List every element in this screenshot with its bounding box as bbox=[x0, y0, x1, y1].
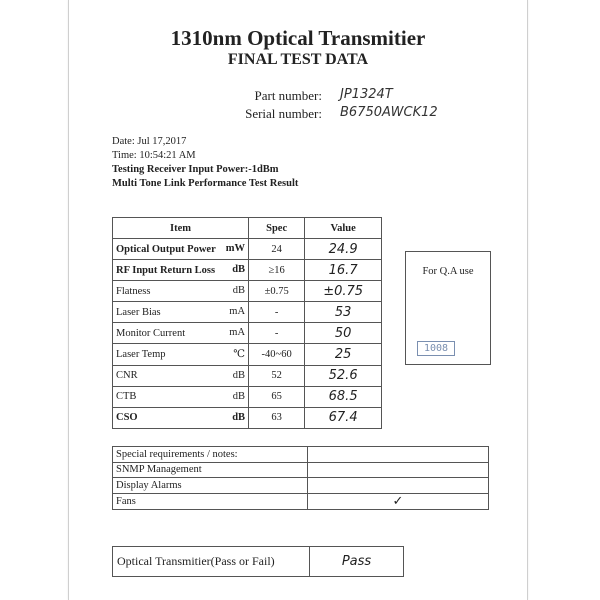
requirement-label: Display Alarms bbox=[113, 478, 308, 494]
qa-inspector-stamp: 1008 bbox=[417, 341, 455, 356]
result-heading: Multi Tone Link Performance Test Result bbox=[112, 178, 299, 189]
row-unit: dB bbox=[232, 285, 246, 297]
qa-use-box bbox=[405, 251, 491, 365]
pass-fail-table bbox=[112, 546, 404, 577]
row-value: 52.6 bbox=[305, 365, 382, 386]
row-item-label: Laser Bias bbox=[116, 306, 161, 318]
row-value: 24.9 bbox=[305, 239, 382, 260]
row-unit: mW bbox=[225, 243, 246, 254]
table-row bbox=[113, 386, 382, 407]
row-item-cell bbox=[113, 407, 249, 428]
table-row bbox=[113, 365, 382, 386]
row-item-label: Laser Temp bbox=[116, 349, 166, 361]
row-item-cell bbox=[113, 386, 249, 407]
row-item-cell bbox=[113, 323, 249, 344]
row-unit: dB bbox=[232, 411, 246, 423]
row-item-label: RF Input Return Loss bbox=[116, 264, 216, 276]
row-unit: mA bbox=[229, 327, 246, 339]
document-title: 1310nm Optical Transmitier bbox=[170, 26, 426, 50]
requirements-table bbox=[112, 446, 489, 510]
requirement-label: Fans bbox=[113, 493, 308, 509]
part-number-value: JP1324T bbox=[340, 87, 393, 102]
requirement-mark bbox=[308, 462, 489, 478]
row-spec: 65 bbox=[249, 386, 305, 407]
table-row bbox=[113, 462, 489, 478]
table-row bbox=[113, 478, 489, 494]
row-item-cell bbox=[113, 365, 249, 386]
row-item-cell bbox=[113, 239, 249, 260]
table-row bbox=[113, 344, 382, 365]
row-item-label: Optical Output Power bbox=[116, 243, 216, 255]
requirement-mark bbox=[308, 478, 489, 494]
row-unit: dB bbox=[232, 264, 246, 276]
row-value: 25 bbox=[305, 344, 382, 365]
table-row bbox=[113, 323, 382, 344]
qa-use-label: For Q.A use bbox=[422, 266, 474, 277]
test-result-table bbox=[112, 217, 382, 429]
table-row bbox=[113, 447, 489, 463]
requirement-label: Special requirements / notes: bbox=[113, 447, 308, 463]
row-item-label: CTB bbox=[116, 391, 137, 403]
row-value: 50 bbox=[305, 323, 382, 344]
table-row bbox=[113, 281, 382, 302]
serial-number-label: Serial number: bbox=[245, 106, 322, 121]
row-spec: 24 bbox=[249, 239, 305, 260]
row-value: 16.7 bbox=[305, 260, 382, 281]
checkmark-icon: ✓ bbox=[308, 493, 489, 509]
row-unit: dB bbox=[232, 369, 246, 381]
receiver-input-power: Testing Receiver Input Power:-1dBm bbox=[112, 164, 279, 175]
requirement-mark bbox=[308, 447, 489, 463]
column-header-value: Value bbox=[305, 218, 382, 239]
serial-number-value: B6750AWCK12 bbox=[340, 105, 438, 120]
document-subtitle: FINAL TEST DATA bbox=[227, 51, 369, 68]
row-value: 53 bbox=[305, 302, 382, 323]
row-item-label: Flatness bbox=[116, 285, 151, 297]
row-spec: ≥16 bbox=[249, 260, 305, 281]
row-unit: ℃ bbox=[233, 349, 246, 361]
requirement-label: SNMP Management bbox=[113, 462, 308, 478]
row-spec: ±0.75 bbox=[249, 281, 305, 302]
part-number-label: Part number: bbox=[254, 88, 322, 103]
row-spec: - bbox=[249, 323, 305, 344]
table-header-row bbox=[113, 218, 382, 239]
row-item-cell bbox=[113, 344, 249, 365]
table-row bbox=[113, 407, 382, 428]
table-row bbox=[113, 493, 489, 509]
row-item-cell bbox=[113, 281, 249, 302]
row-item-label: Monitor Current bbox=[116, 327, 186, 339]
row-spec: - bbox=[249, 302, 305, 323]
table-row bbox=[113, 260, 382, 281]
row-value: ±0.75 bbox=[305, 281, 382, 302]
row-item-label: CSO bbox=[116, 412, 138, 424]
row-spec: 63 bbox=[249, 407, 305, 428]
row-item-cell bbox=[113, 260, 249, 281]
test-date: Date: Jul 17,2017 bbox=[112, 136, 187, 147]
row-unit: mA bbox=[229, 306, 246, 318]
row-value: 67.4 bbox=[305, 407, 382, 428]
table-row bbox=[113, 302, 382, 323]
pass-fail-value: Pass bbox=[310, 547, 404, 577]
row-item-cell bbox=[113, 302, 249, 323]
row-item-label: CNR bbox=[116, 370, 138, 382]
test-time: Time: 10:54:21 AM bbox=[112, 150, 196, 161]
row-unit: dB bbox=[232, 390, 246, 402]
row-spec: 52 bbox=[249, 365, 305, 386]
row-value: 68.5 bbox=[305, 386, 382, 407]
column-header-spec: Spec bbox=[249, 218, 305, 239]
column-header-item: Item bbox=[113, 218, 249, 239]
table-row bbox=[113, 239, 382, 260]
pass-fail-label: Optical Transmitier(Pass or Fail) bbox=[113, 547, 310, 577]
table-row bbox=[113, 547, 404, 577]
row-spec: -40~60 bbox=[249, 344, 305, 365]
document-page bbox=[68, 0, 528, 600]
